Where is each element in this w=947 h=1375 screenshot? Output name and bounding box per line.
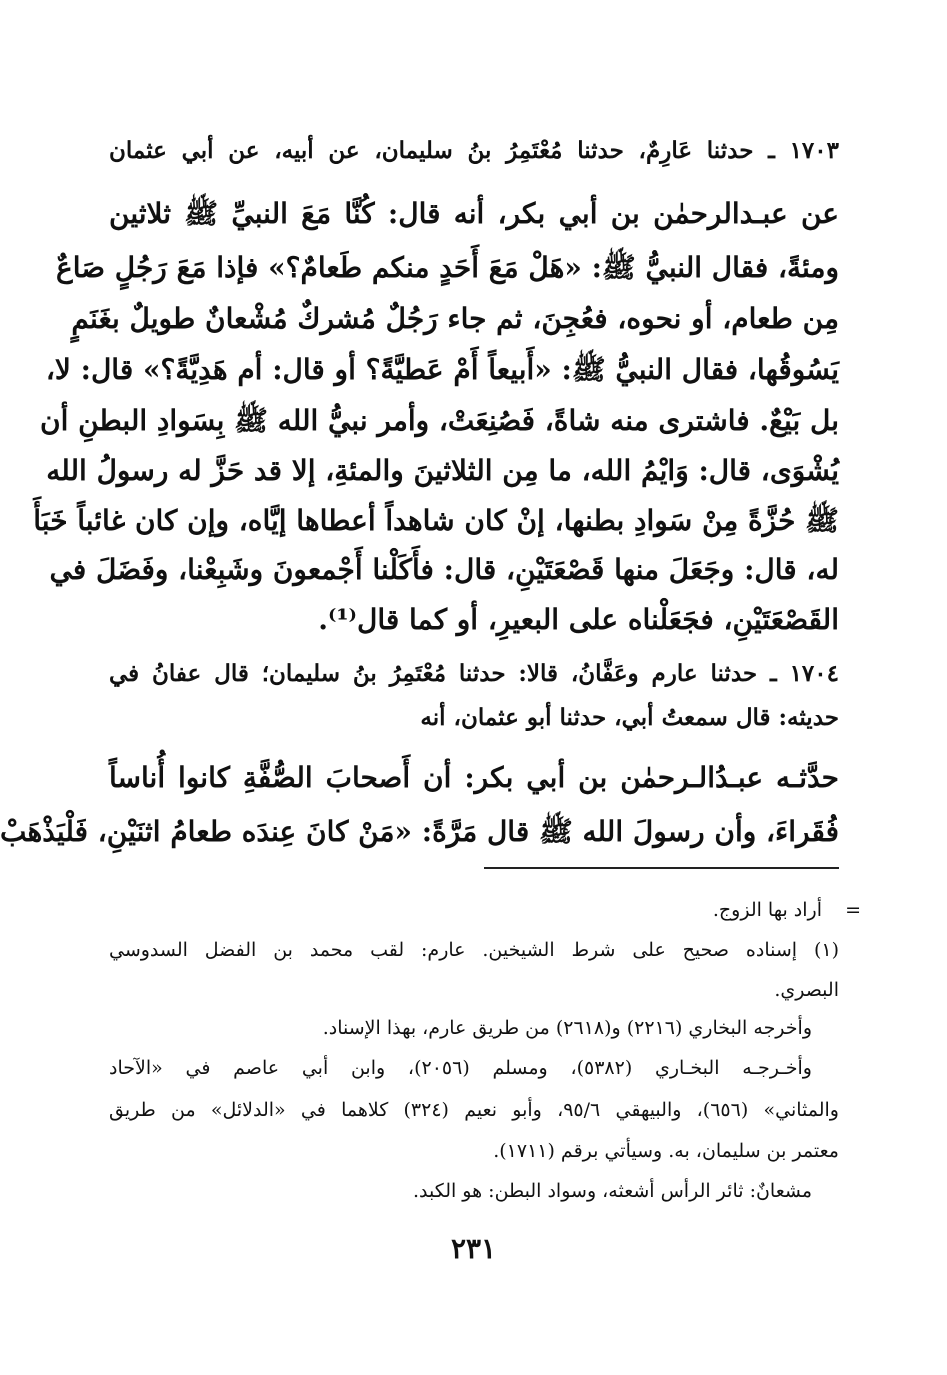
- hadith-1704-header-line-1: ١٧٠٤ ـ حدثنا عارم وعَفَّانُ، قالا: حدثنا مُعْتَمِرُ بنُ سليمان؛ قال عفانُ في: [109, 660, 839, 687]
- footnote-continuation-marker: =: [845, 899, 861, 921]
- hadith-1703-line-2: ومئةً، فقال النبيُّ ﷺ: «هَلْ مَعَ أَحَدٍ منكم طَعامٌ؟» فإذا مَعَ رَجُلٍ صَاعٌ: [56, 251, 839, 284]
- footnote-takhrij-1: وأخرجه البخاري (٢٢١٦) و(٢٦١٨) من طريق عارم، بهذا الإسناد.: [322, 1017, 812, 1039]
- footnote-takhrij-2-line-1: وأخـرجـه البخـاري (٥٣٨٢)، ومسلم (٢٠٥٦)، وابن أبي عاصم في «الآحاد: [109, 1057, 812, 1079]
- hadith-1703-line-9: القَصْعَتَيْنِ، فجَعَلْناه على البعيرِ، أو كما قال⁽¹⁾.: [318, 603, 839, 636]
- footnote-1-line-2: البصري.: [774, 979, 839, 1001]
- footnote-1-line-1: (١) إسناده صحيح على شرط الشيخين. عارم: لقب محمد بن الفضل السدوسي: [109, 939, 839, 961]
- footnote-takhrij-2-line-2: والمثاني» (٦٥٦)، والبيهقي ٩٥/٦، وأبو نعيم (٣٢٤) كلاهما في «الدلائل» من طريق: [109, 1099, 839, 1121]
- hadith-1704-line-2: فُقَراءَ، وأن رسولَ الله ﷺ قال مَرَّةً: «مَنْ كانَ عِندَه طعامُ اثنَيْنِ، فَلْيَذْهَبْ: [0, 815, 839, 848]
- footnote-takhrij-2-line-3: معتمر بن سليمان، به. وسيأتي برقم (١٧١١).: [493, 1140, 839, 1162]
- hadith-1703-line-6: يُشْوَى، قال: وَايْمُ الله، ما مِن الثلاثينَ والمئةِ، إلا قد حَزَّ له رسولُ الله: [46, 454, 839, 487]
- hadith-1703-line-8: له، قال: وجَعَلَ منها قَصْعَتَيْنِ، قال: فأَكَلْنا أَجْمعونَ وشَبِعْنا، وفَضَلَ في: [49, 553, 839, 586]
- hadith-1703-line-1: عن عبـدالرحمٰن بن أبي بكر، أنه قال: كُنَّا مَعَ النبيِّ ﷺ ثلاثين: [109, 197, 839, 230]
- hadith-1703-line-7: ﷺ حُزَّةً مِنْ سَوادِ بطنها، إنْ كان شاهداً أعطاها إيَّاه، وإن كان غائباً خَبَأَ: [33, 504, 839, 537]
- footnote-continuation-text: أراد بها الزوج.: [712, 899, 822, 921]
- footnote-gloss: مشعانٌ: ثائر الرأس أشعثه، وسواد البطن: هو الكبد.: [412, 1180, 812, 1202]
- hadith-1703-line-5: بل بَيْعٌ. فاشترى منه شاةً، فَصُنِعَتْ، وأمر نبيُّ الله ﷺ بِسَوادِ البطنِ أن: [40, 404, 839, 437]
- hadith-1703-line-3: مِن طعام، أو نحوه، فعُجِنَ، ثم جاء رَجُلٌ مُشركٌ مُشْعانٌ طويلٌ بغَنَمٍ: [71, 302, 839, 335]
- hadith-1703-header: ١٧٠٣ ـ حدثنا عَارِمٌ، حدثنا مُعْتَمِرُ بنُ سليمان، عن أبيه، عن أبي عثمان: [109, 137, 839, 164]
- hadith-1703-line-4: يَسُوقُها، فقال النبيُّ ﷺ: «أَبيعاً أَمْ عَطيَّةً؟ أو قال: أم هَدِيَّةً؟» قال: لا،: [45, 353, 839, 386]
- hadith-1704-line-1: حدَّثـه عبـدُالـرحمٰن بن أبي بكر: أن أَصحابَ الصُّفَّةِ كانوا أُناساً: [109, 761, 839, 794]
- page-number: ٢٣١: [450, 1232, 497, 1265]
- footnote-separator: [484, 867, 839, 869]
- hadith-1704-header-line-2: حديثه: قال سمعتُ أبي، حدثنا أبو عثمان، أنه: [420, 704, 839, 731]
